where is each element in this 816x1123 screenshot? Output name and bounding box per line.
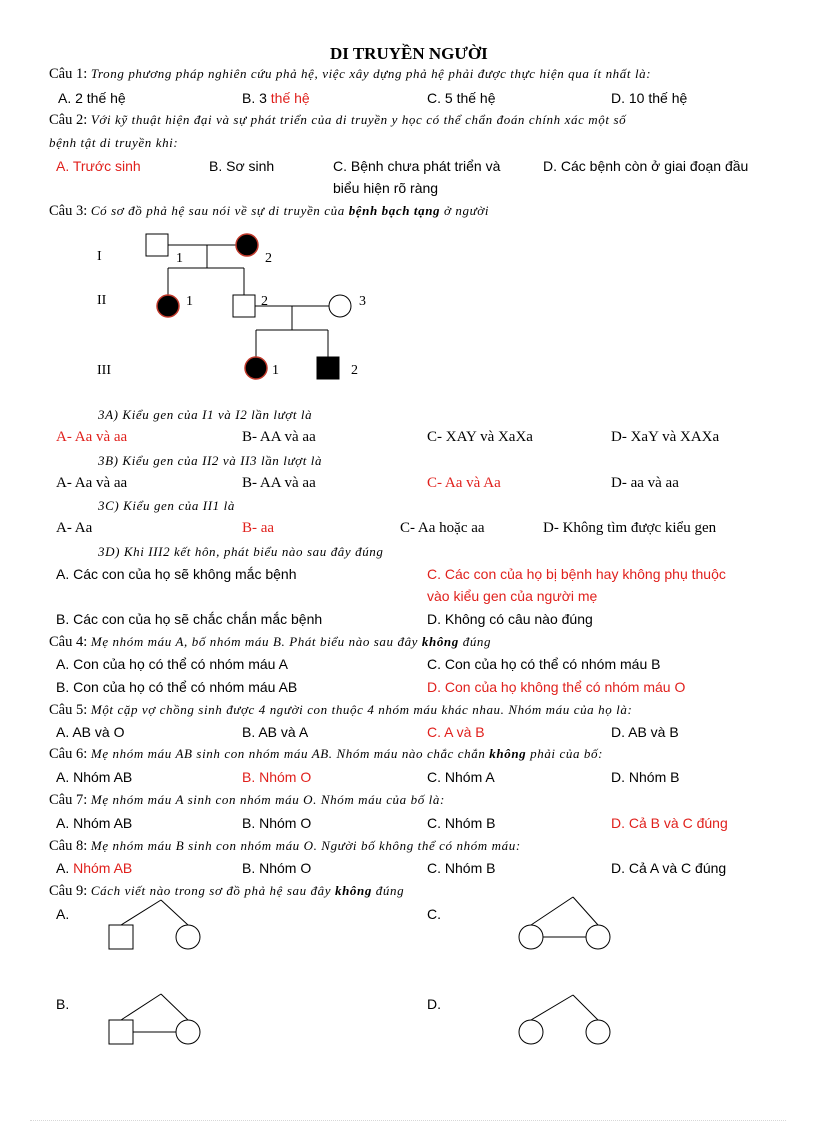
pedigree-notation-options — [0, 880, 816, 1080]
q9-option-d[interactable]: D. — [427, 996, 441, 1012]
q6-option-d[interactable]: D. Nhóm B — [611, 769, 680, 785]
q3c-option-b[interactable]: B- aa — [242, 520, 275, 536]
question-text: Trong phương pháp nghiên cứu phả hệ, việc xây dựng phả hệ phải được thực hiện qua ít nhất là: — [90, 66, 652, 81]
pedigree-num: 1 — [186, 294, 193, 309]
q8-option-d[interactable]: D. Cả A và C đúng — [611, 860, 727, 876]
q4-option-a[interactable]: A. Con của họ có thể có nhóm máu A — [56, 656, 288, 672]
notation-c — [519, 897, 610, 949]
q3b-option-c[interactable]: C- Aa và Aa — [427, 475, 501, 491]
q3a-option-d[interactable]: D- XaY và XAXa — [611, 429, 720, 445]
pedigree-I1-male — [146, 234, 168, 256]
q9-option-a[interactable]: A. — [56, 906, 70, 922]
pedigree-num: 3 — [359, 294, 366, 309]
q3a-option-b[interactable]: B- AA và aa — [242, 429, 316, 445]
notation-b — [109, 994, 200, 1044]
q8-option-a[interactable]: A. Nhóm AB — [56, 860, 133, 876]
generation-label-I: I — [97, 249, 102, 264]
q3c-option-c[interactable]: C- Aa hoặc aa — [400, 520, 485, 536]
q2-option-d[interactable]: D. Các bệnh còn ở giai đoạn đầu — [543, 158, 749, 174]
question-label: Câu 4 — [49, 634, 84, 650]
page-title: DI TRUYỀN NGƯỜI — [330, 44, 488, 63]
q6-option-a[interactable]: A. Nhóm AB — [56, 769, 133, 785]
pedigree-II1-female-affected — [157, 295, 179, 317]
question-8: Câu 8: Mẹ nhóm máu B sinh con nhóm máu O. Người bố không thể có nhóm máu: — [49, 838, 521, 854]
q5-option-d[interactable]: D. AB và B — [611, 724, 679, 740]
generation-label-III: III — [97, 363, 111, 378]
q2-option-c[interactable]: C. Bệnh chưa phát triển và — [333, 158, 501, 174]
pedigree-I2-female-affected — [236, 234, 258, 256]
q1-option-a[interactable]: A. 2 thế hệ — [58, 90, 126, 106]
question-label: Câu 1 — [49, 66, 84, 82]
q9-option-c[interactable]: C. — [427, 906, 441, 922]
subquestion-3c: 3C) Kiểu gen của II1 là — [98, 498, 235, 513]
q7-option-c[interactable]: C. Nhóm B — [427, 815, 496, 831]
q3d-option-c[interactable]: C. Các con của họ bị bệnh hay không phụ thuộc — [427, 566, 726, 582]
q3c-option-a[interactable]: A- Aa — [56, 520, 93, 536]
generation-label-II: II — [97, 293, 107, 308]
question-3: Câu 3: Có sơ đồ phả hệ sau nói về sự di truyền của bệnh bạch tạng ở người — [49, 203, 490, 219]
q6-option-b[interactable]: B. Nhóm O — [242, 769, 312, 785]
question-5: Câu 5: Một cặp vợ chồng sinh được 4 người con thuộc 4 nhóm máu khác nhau. Nhóm máu của họ là: — [49, 702, 633, 718]
q3b-option-a[interactable]: A- Aa và aa — [56, 475, 128, 491]
q1-option-c[interactable]: C. 5 thế hệ — [427, 90, 496, 106]
question-text: Mẹ nhóm máu A sinh con nhóm máu O. Nhóm máu của bố là: — [90, 792, 445, 807]
q3d-option-a[interactable]: A. Các con của họ sẽ không mắc bệnh — [56, 566, 297, 582]
question-9: Câu 9: Cách viết nào trong sơ đồ phả hệ sau đây không đúng — [49, 883, 405, 899]
q3b-option-d[interactable]: D- aa và aa — [611, 475, 679, 491]
subquestion-3d: 3D) Khi III2 kết hôn, phát biểu nào sau đây đúng — [98, 544, 384, 559]
question-7: Câu 7: Mẹ nhóm máu A sinh con nhóm máu O. Nhóm máu của bố là: — [49, 792, 445, 808]
footer-divider — [30, 1120, 786, 1121]
pedigree-num: 2 — [261, 294, 268, 309]
q3c-option-d[interactable]: D- Không tìm được kiểu gen — [543, 520, 717, 536]
q1-option-d[interactable]: D. 10 thế hệ — [611, 90, 688, 106]
question-text: Với kỹ thuật hiện đại và sự phát triển của di truyền y học có thể chẩn đoán chính xác một số — [90, 112, 627, 127]
pedigree-num: 1 — [176, 251, 183, 266]
q4-option-b[interactable]: B. Con của họ có thể có nhóm máu AB — [56, 679, 298, 695]
q3d-option-d[interactable]: D. Không có câu nào đúng — [427, 611, 593, 627]
question-text: Mẹ nhóm máu B sinh con nhóm máu O. Người bố không thể có nhóm máu: — [90, 838, 521, 853]
question-label: Câu 2 — [49, 112, 84, 128]
q7-option-a[interactable]: A. Nhóm AB — [56, 815, 133, 831]
question-label: Câu 8 — [49, 838, 84, 854]
pedigree-II2-male — [233, 295, 255, 317]
question-4: Câu 4: Mẹ nhóm máu A, bố nhóm máu B. Phát biểu nào sau đây không đúng — [49, 634, 492, 650]
notation-d — [519, 995, 610, 1044]
q5-option-a[interactable]: A. AB và O — [56, 724, 125, 740]
question-text: Một cặp vợ chồng sinh được 4 người con thuộc 4 nhóm máu khác nhau. Nhóm máu của họ là: — [90, 702, 633, 717]
question-text-cont: bệnh tật di truyền khi: — [49, 135, 179, 150]
q7-option-d[interactable]: D. Cả B và C đúng — [611, 815, 728, 831]
question-6: Câu 6: Mẹ nhóm máu AB sinh con nhóm máu AB. Nhóm máu nào chắc chắn không phải của bố: — [49, 746, 604, 762]
q4-option-d[interactable]: D. Con của họ không thể có nhóm máu O — [427, 679, 686, 695]
pedigree-num: 2 — [351, 363, 358, 378]
pedigree-III2-male-affected — [317, 357, 339, 379]
question-label: Câu 7 — [49, 792, 84, 808]
pedigree-num: 2 — [265, 251, 272, 266]
q9-option-b[interactable]: B. — [56, 996, 70, 1012]
q4-option-c[interactable]: C. Con của họ có thể có nhóm máu B — [427, 656, 661, 672]
question-label: Câu 6 — [49, 746, 84, 762]
notation-a — [109, 900, 200, 949]
q5-option-c[interactable]: C. A và B — [427, 724, 485, 740]
q3d-option-c-cont: vào kiểu gen của người mẹ — [427, 588, 598, 604]
subquestion-3b: 3B) Kiểu gen của II2 và II3 lần lượt là — [98, 453, 323, 468]
pedigree-III1-female-affected — [245, 357, 267, 379]
pedigree-num: 1 — [272, 363, 279, 378]
question-1: Câu 1: Trong phương pháp nghiên cứu phả hệ, việc xây dựng phả hệ phải được thực hiện qua ít nhất là: — [49, 66, 652, 82]
q1-option-b[interactable]: B. 3 thế hệ — [242, 90, 310, 106]
q2-option-b[interactable]: B. Sơ sinh — [209, 158, 275, 174]
q3a-option-c[interactable]: C- XAY và XaXa — [427, 429, 533, 445]
q8-option-c[interactable]: C. Nhóm B — [427, 860, 496, 876]
question-label: Câu 3 — [49, 203, 84, 219]
question-2: Câu 2: Với kỹ thuật hiện đại và sự phát triển của di truyền y học có thể chẩn đoán chính xác một số — [49, 112, 627, 128]
q6-option-c[interactable]: C. Nhóm A — [427, 769, 495, 785]
q8-option-b[interactable]: B. Nhóm O — [242, 860, 312, 876]
pedigree-II3-female — [329, 295, 351, 317]
q2-option-a[interactable]: A. Trước sinh — [56, 158, 141, 174]
pedigree-chart — [0, 0, 816, 400]
q5-option-b[interactable]: B. AB và A — [242, 724, 309, 740]
q3d-option-b[interactable]: B. Các con của họ sẽ chắc chắn mắc bệnh — [56, 611, 323, 627]
question-label: Câu 5 — [49, 702, 84, 718]
subquestion-3a: 3A) Kiểu gen của I1 và I2 lần lượt là — [98, 407, 313, 422]
q7-option-b[interactable]: B. Nhóm O — [242, 815, 312, 831]
q3b-option-b[interactable]: B- AA và aa — [242, 475, 316, 491]
question-label: Câu 9 — [49, 883, 84, 899]
q2-option-c-cont: biểu hiện rõ ràng — [333, 180, 439, 196]
q3a-option-a[interactable]: A- Aa và aa — [56, 429, 128, 445]
